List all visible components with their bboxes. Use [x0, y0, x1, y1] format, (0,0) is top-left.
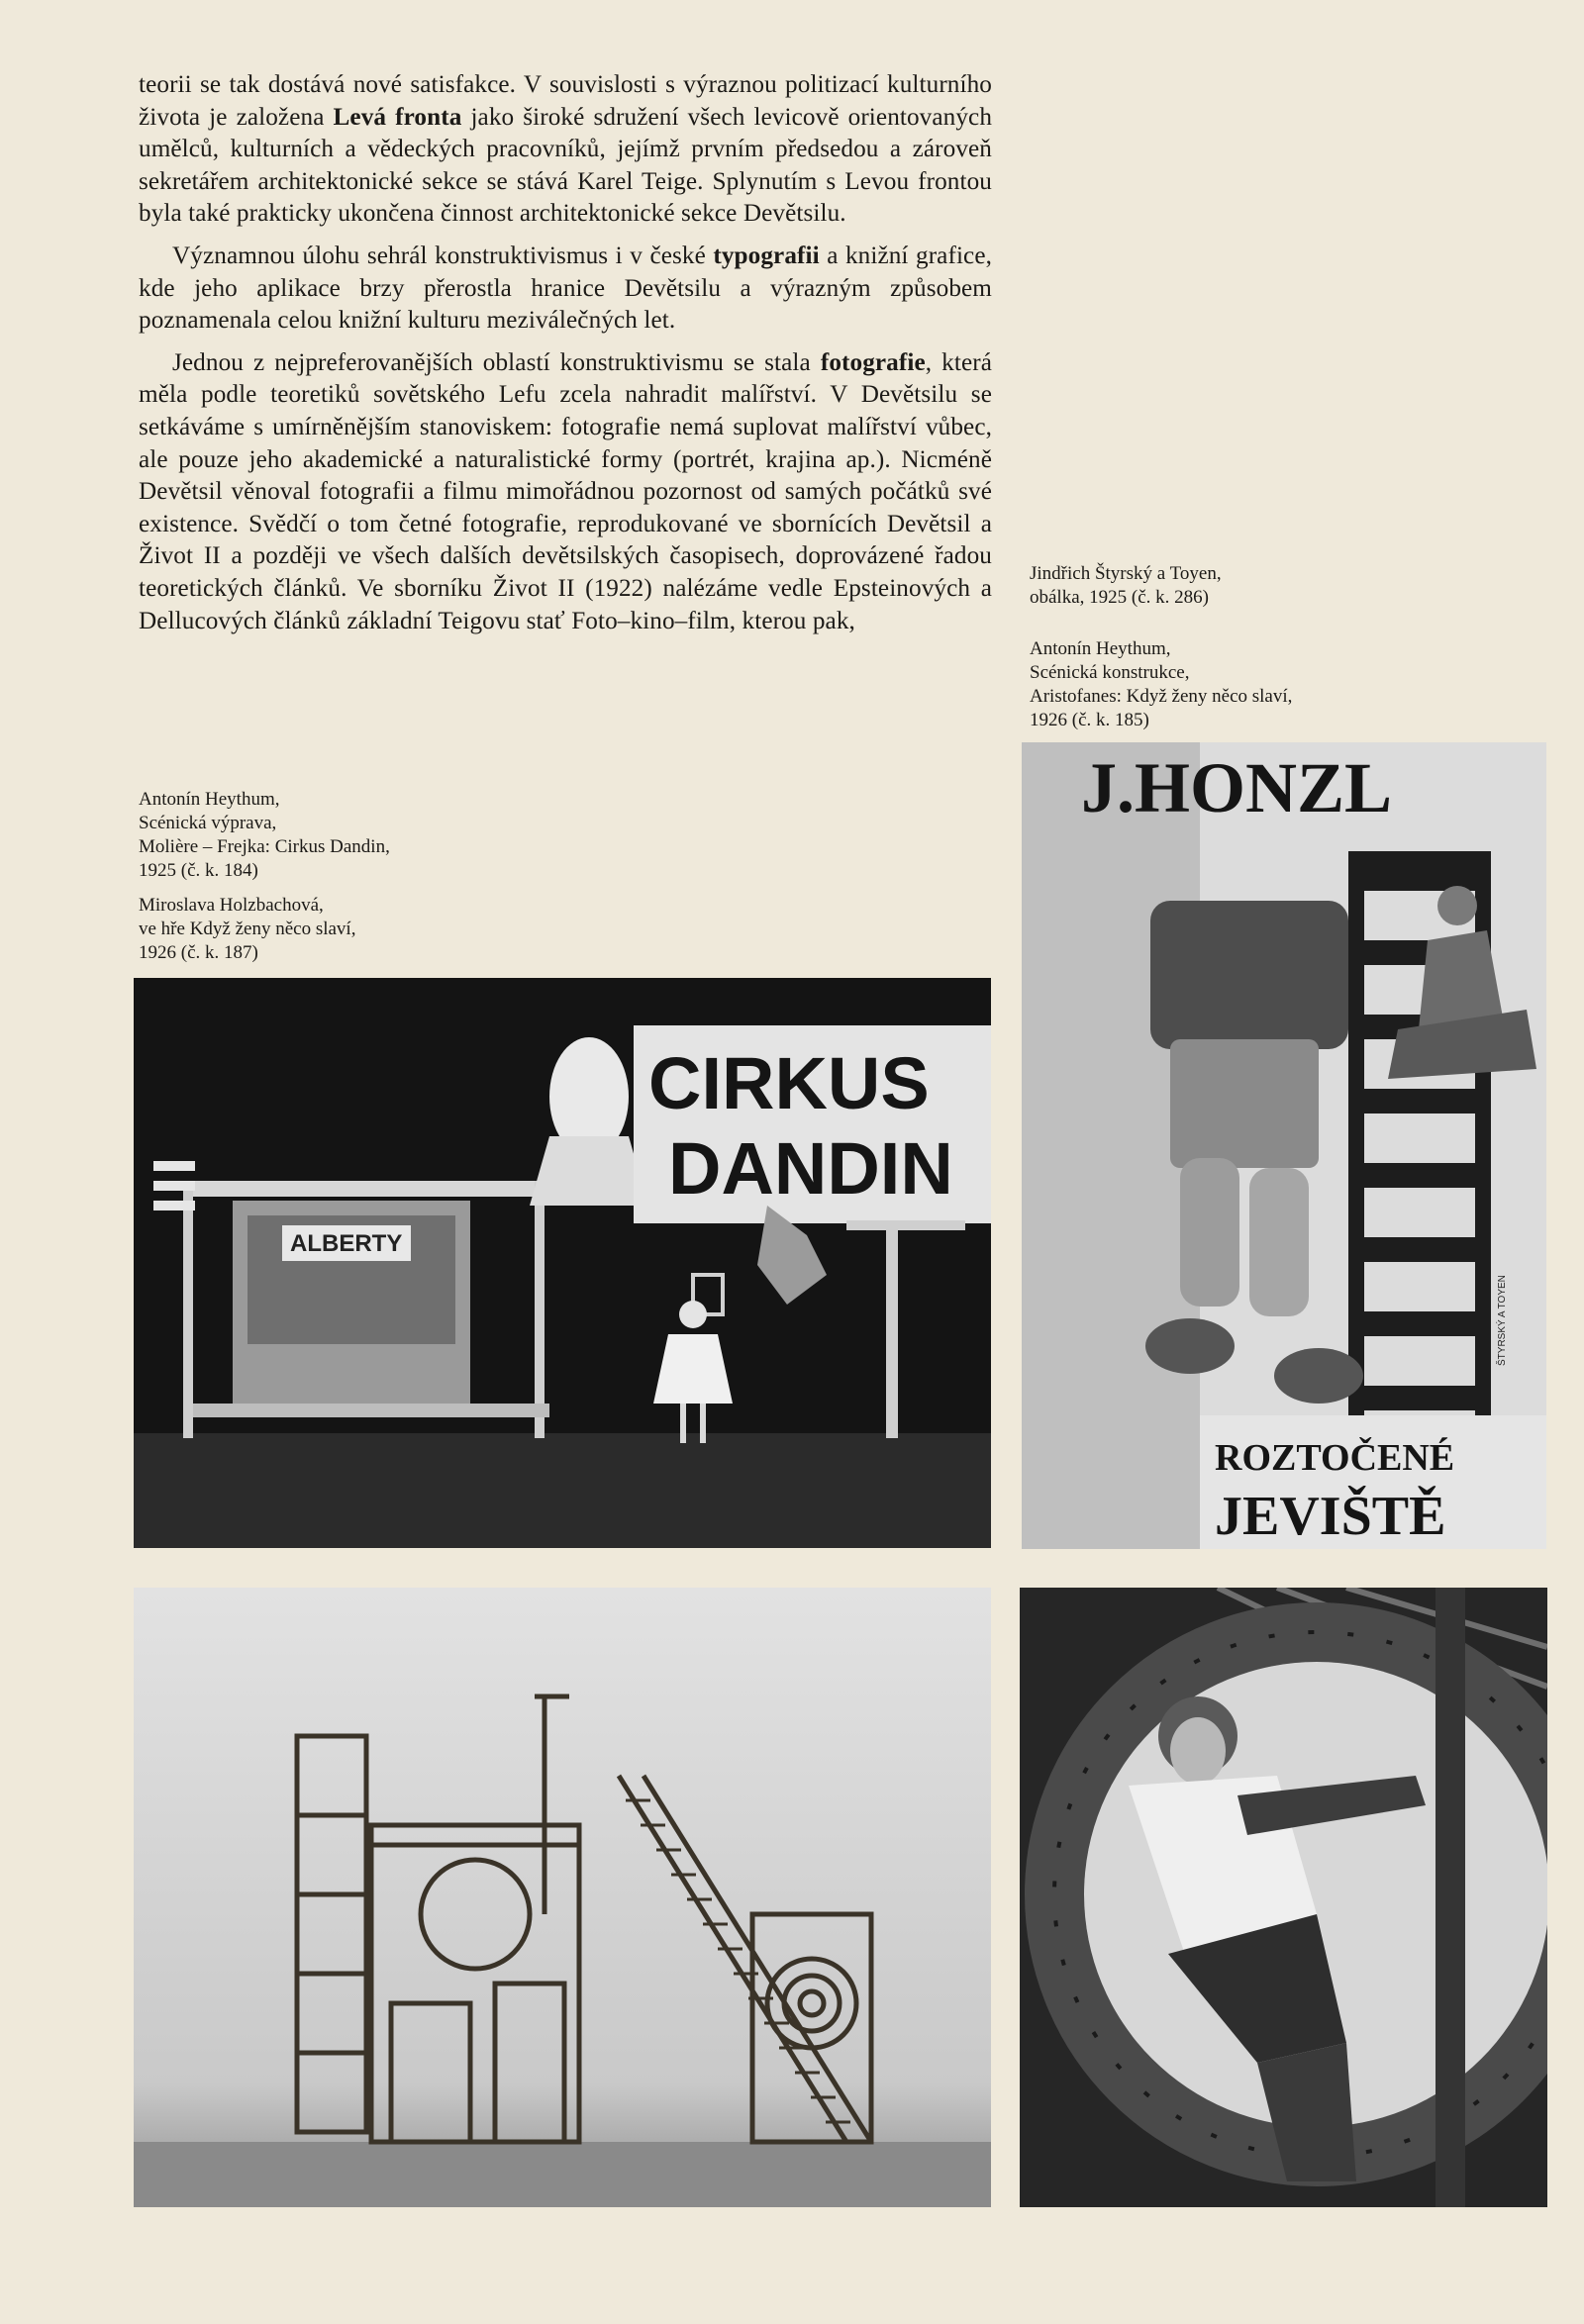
poster-author: J.HONZL — [1081, 748, 1393, 827]
sign-text-line1: CIRKUS — [648, 1042, 930, 1124]
photo-holzbachova — [1020, 1588, 1547, 2207]
poster-title-line2: JEVIŠTĚ — [1215, 1486, 1446, 1547]
bold-term-fotografie: fotografie — [820, 348, 926, 376]
photo-poster-roztocene-jeviste — [1022, 742, 1546, 1549]
caption-cirkus-dandin: Antonín Heythum, Scénická výprava, Molière – Frejka: Cirkus Dandin, 1925 (č. k. 184) — [139, 789, 390, 881]
banner-text: ALBERTY — [290, 1230, 403, 1257]
bold-term-leva-fronta: Levá fronta — [333, 103, 462, 131]
article-body — [139, 69, 992, 637]
photo-scenic-construction — [134, 1588, 991, 2207]
bold-term-typografii: typografii — [713, 242, 820, 269]
paragraph-2: Významnou úlohu sehrál konstruktivismus i v české typografii a knižní grafice, kde jeho aplikace brzy přerostla hranice Devětsilu a výrazným způsobem poznamenala celou knižní kulturu meziválečných let. — [139, 242, 993, 335]
sign-text-line2: DANDIN — [668, 1127, 953, 1210]
caption-styrsky-toyen: Jindřich Štyrský a Toyen, obálka, 1925 (č. k. 286) — [1030, 563, 1222, 608]
paragraph-3: Jednou z nejpreferovanějších oblastí konstruktivismu se stala fotografie, která měla podle teoretiků sovětského Lefu zcela nahradit malířství. V Devětsilu se setkáváme s umírněnějším stanoviskem: fotografie nemá suplovat malířství vůbec, ale pouze jeho akademické a naturalistické formy (portrét, krajina ap.). Nicméně Devětsil věnoval fotografii a filmu mimořádnou pozornost od samých počátků své existence. Svědčí o tom četné fotografie, reprodukované ve sbornících Devětsil a Život II a později ve všech dalších devětsilských časopisech, doprovázené řadou teoretických článků. Ve sborníku Život II (1922) nalézáme vedle Epsteinových a Dellucových článků základní Teigovu stať Foto–kino–film, kterou pak, — [139, 348, 992, 634]
poster-title-line1: ROZTOČENÉ — [1215, 1437, 1455, 1479]
poster-credit: ŠTYRSKÝ A TOYEN — [1497, 1275, 1508, 1366]
caption-holzbachova: Miroslava Holzbachová, ve hře Když ženy něco slaví, 1926 (č. k. 187) — [139, 895, 356, 963]
paragraph-1: teorii se tak dostává nové satisfakce. V souvislosti s výraznou politizací kulturního života je založena Levá fronta jako široké sdružení všech levicově orientovaných umělců, kulturních a vědeckých pracovníků, jejímž prvním předsedou a zároveň sekretářem architektonické sekce se stává Karel Teige. Splynutím s Levou frontou byla také prakticky ukončena činnost architektonické sekce Devětsilu. — [139, 71, 993, 228]
photo-cirkus-dandin-stage — [134, 978, 991, 1548]
caption-heythum-konstrukce: Antonín Heythum, Scénická konstrukce, Aristofanes: Když ženy něco slaví, 1926 (č. k. 185) — [1030, 638, 1293, 730]
